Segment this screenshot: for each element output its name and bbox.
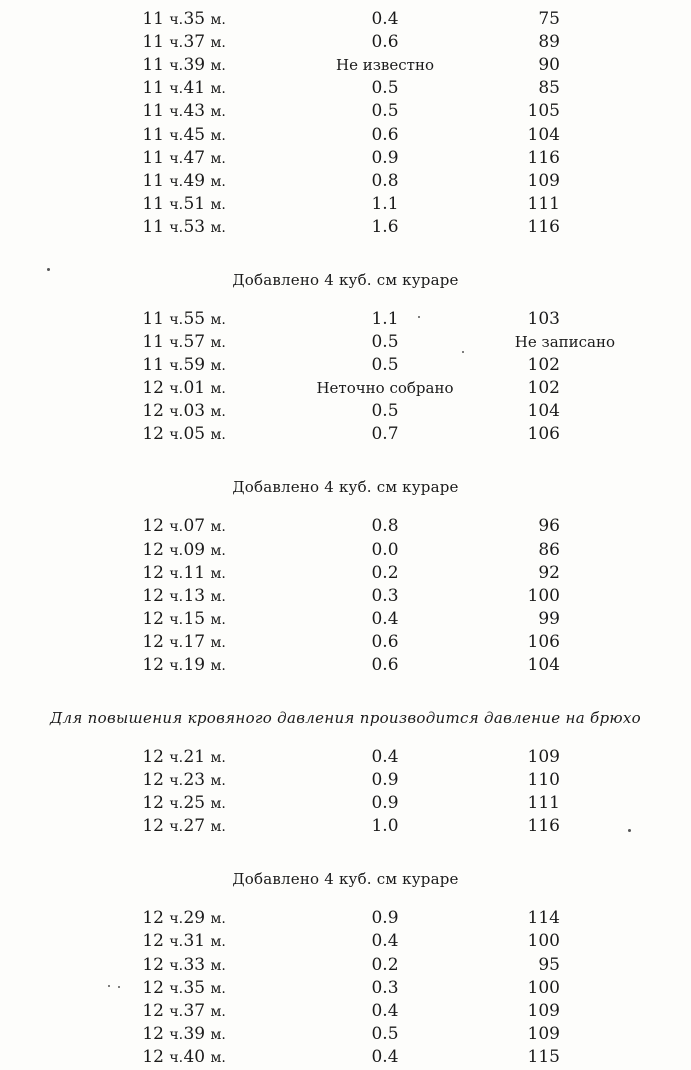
table-row [0,193,691,216]
table-row [0,515,691,538]
volume-cell: 1.1 [371,194,399,214]
hour-value: 12 [142,1047,164,1067]
pressure-cell: 114 [527,908,560,928]
minute-value: 37 [183,32,206,52]
table-row [0,815,691,838]
hour-unit: ч. [169,81,184,97]
pressure-cell: 106 [527,632,560,652]
time-cell [142,631,226,655]
minute-unit: м. [210,335,226,351]
table-row [0,746,691,769]
table-row [0,31,691,54]
time-cell [142,423,226,447]
pressure-cell: 110 [527,770,560,790]
minute-unit: м. [210,128,226,144]
time-cell [142,1000,226,1024]
minute-value: 25 [183,793,206,813]
minute-value: 19 [183,655,206,675]
minute-value: 37 [183,1001,206,1021]
table-row [0,331,691,354]
minute-unit: м. [210,1027,226,1043]
hour-value: 11 [142,217,164,237]
section-heading: Для повышения кровяного давления производится давление на брюхо [50,709,641,727]
hour-unit: ч. [169,773,184,789]
time-cell [142,608,226,632]
minute-unit: м. [210,1004,226,1020]
hour-unit: ч. [169,566,184,582]
volume-cell: 0.6 [371,632,399,652]
hour-unit: ч. [169,1004,184,1020]
time-cell [142,31,226,55]
table-row [0,216,691,239]
minute-value: 01 [183,378,206,398]
minute-value: 47 [183,148,206,168]
hour-value: 12 [142,1024,164,1044]
volume-cell: 0.4 [371,747,399,767]
volume-cell: 1.0 [371,816,399,836]
pressure-cell: 75 [538,9,560,29]
scan-speck [628,829,631,832]
minute-unit: м. [210,750,226,766]
time-cell [142,124,226,148]
time-cell [142,539,226,563]
minute-unit: м. [210,773,226,789]
table-row [0,124,691,147]
time-cell [142,216,226,240]
hour-unit: ч. [169,104,184,120]
hour-value: 12 [142,793,164,813]
scan-speck [418,316,420,318]
time-cell [142,562,226,586]
scan-speck [118,986,120,988]
minute-unit: м. [210,381,226,397]
minute-unit: м. [210,519,226,535]
hour-value: 11 [142,9,164,29]
minute-unit: м. [210,796,226,812]
hour-unit: ч. [169,358,184,374]
scan-speck [462,351,464,353]
volume-cell: 0.4 [371,1047,399,1067]
hour-value: 12 [142,931,164,951]
minute-unit: м. [210,58,226,74]
minute-value: 21 [183,747,206,767]
time-cell [142,815,226,839]
volume-cell: 0.9 [371,770,399,790]
volume-cell: 0.4 [371,9,399,29]
hour-value: 11 [142,55,164,75]
pressure-cell: 92 [538,563,560,583]
table-row [0,147,691,170]
minute-unit: м. [210,658,226,674]
table-row [0,907,691,930]
table-row [0,377,691,400]
pressure-cell: 100 [527,978,560,998]
hour-unit: ч. [169,335,184,351]
hour-value: 12 [142,655,164,675]
time-cell [142,147,226,171]
minute-value: 03 [183,401,206,421]
hour-unit: ч. [169,197,184,213]
hour-unit: ч. [169,312,184,328]
pressure-cell: Не записано [514,333,615,351]
time-cell [142,193,226,217]
minute-unit: м. [210,958,226,974]
volume-cell: 0.5 [371,401,399,421]
volume-cell: 0.6 [371,125,399,145]
hour-unit: ч. [169,658,184,674]
time-cell [142,331,226,355]
minute-value: 57 [183,332,206,352]
hour-unit: ч. [169,911,184,927]
pressure-cell: 86 [538,540,560,560]
minute-value: 31 [183,931,206,951]
minute-value: 49 [183,171,206,191]
pressure-cell: 90 [538,55,560,75]
minute-unit: м. [210,12,226,28]
volume-cell: 0.9 [371,148,399,168]
hour-unit: ч. [169,750,184,766]
table-row [0,654,691,677]
pressure-cell: 104 [527,401,560,421]
hour-value: 11 [142,355,164,375]
time-cell [142,654,226,678]
minute-value: 09 [183,540,206,560]
scan-speck [108,985,110,987]
minute-unit: м. [210,911,226,927]
hour-value: 12 [142,770,164,790]
minute-unit: м. [210,566,226,582]
minute-value: 05 [183,424,206,444]
time-cell [142,746,226,770]
time-cell [142,8,226,32]
volume-cell: 1.6 [371,217,399,237]
minute-value: 40 [183,1047,206,1067]
pressure-cell: 104 [527,655,560,675]
hour-value: 12 [142,401,164,421]
hour-value: 12 [142,955,164,975]
minute-value: 53 [183,217,206,237]
volume-cell: 0.6 [371,655,399,675]
time-cell [142,977,226,1001]
volume-cell: 0.0 [371,540,399,560]
table-row [0,354,691,377]
volume-cell: 0.5 [371,1024,399,1044]
hour-unit: ч. [169,58,184,74]
minute-value: 29 [183,908,206,928]
minute-unit: м. [210,104,226,120]
pressure-cell: 109 [527,1001,560,1021]
minute-unit: м. [210,174,226,190]
minute-value: 43 [183,101,206,121]
table-row [0,1046,691,1069]
minute-value: 11 [183,563,206,583]
pressure-cell: 116 [527,217,560,237]
section-heading: Добавлено 4 куб. см кураре [232,478,459,497]
pressure-cell: 103 [527,309,560,329]
hour-unit: ч. [169,220,184,236]
table-row [0,423,691,446]
pressure-cell: 104 [527,125,560,145]
hour-unit: ч. [169,12,184,28]
time-cell [142,100,226,124]
table-row [0,170,691,193]
hour-value: 12 [142,978,164,998]
pressure-cell: 100 [527,586,560,606]
time-cell [142,1046,226,1070]
minute-unit: м. [210,404,226,420]
table-row [0,100,691,123]
minute-value: 27 [183,816,206,836]
hour-unit: ч. [169,35,184,51]
volume-cell: 1.1 [371,309,399,329]
table-row [0,8,691,31]
minute-unit: м. [210,151,226,167]
hour-unit: ч. [169,819,184,835]
pressure-cell: 85 [538,78,560,98]
hour-unit: ч. [169,427,184,443]
minute-unit: м. [210,543,226,559]
volume-cell: 0.2 [371,563,399,583]
minute-unit: м. [210,612,226,628]
table-row [0,954,691,977]
hour-unit: ч. [169,612,184,628]
minute-unit: м. [210,589,226,605]
volume-cell: 0.9 [371,793,399,813]
table-row [0,308,691,331]
minute-value: 41 [183,78,206,98]
hour-value: 11 [142,101,164,121]
hour-unit: ч. [169,635,184,651]
table-row [0,1000,691,1023]
volume-cell: Неточно собрано [316,379,454,397]
minute-value: 33 [183,955,206,975]
table-row [0,54,691,77]
hour-unit: ч. [169,981,184,997]
table-row [0,792,691,815]
hour-unit: ч. [169,174,184,190]
minute-value: 07 [183,516,206,536]
minute-unit: м. [210,819,226,835]
volume-cell: 0.7 [371,424,399,444]
volume-cell: 0.4 [371,931,399,951]
minute-value: 35 [183,9,206,29]
hour-value: 12 [142,632,164,652]
hour-value: 11 [142,309,164,329]
table-row [0,769,691,792]
time-cell [142,585,226,609]
time-cell [142,907,226,931]
time-cell [142,54,226,78]
minute-value: 45 [183,125,206,145]
time-cell [142,954,226,978]
pressure-cell: 95 [538,955,560,975]
hour-value: 12 [142,609,164,629]
scan-speck [47,268,50,271]
hour-value: 12 [142,908,164,928]
minute-unit: м. [210,197,226,213]
hour-value: 12 [142,516,164,536]
table-row [0,539,691,562]
pressure-cell: 111 [527,793,560,813]
hour-unit: ч. [169,934,184,950]
minute-unit: м. [210,934,226,950]
pressure-cell: 115 [527,1047,560,1067]
time-cell [142,792,226,816]
pressure-cell: 99 [538,609,560,629]
hour-unit: ч. [169,589,184,605]
volume-cell: 0.5 [371,332,399,352]
minute-unit: м. [210,1050,226,1066]
pressure-cell: 109 [527,171,560,191]
pressure-cell: 106 [527,424,560,444]
hour-value: 12 [142,540,164,560]
volume-cell: 0.3 [371,978,399,998]
pressure-cell: 100 [527,931,560,951]
hour-value: 11 [142,171,164,191]
table-row [0,77,691,100]
pressure-cell: 102 [527,355,560,375]
minute-value: 55 [183,309,206,329]
table-row [0,562,691,585]
hour-value: 12 [142,586,164,606]
table-row [0,400,691,423]
hour-unit: ч. [169,404,184,420]
hour-value: 12 [142,378,164,398]
minute-value: 39 [183,55,206,75]
time-cell [142,400,226,424]
time-cell [142,515,226,539]
pressure-cell: 96 [538,516,560,536]
table-row [0,930,691,953]
minute-unit: м. [210,312,226,328]
hour-value: 11 [142,148,164,168]
time-cell [142,1023,226,1047]
hour-unit: ч. [169,1050,184,1066]
volume-cell: 0.2 [371,955,399,975]
pressure-cell: 102 [527,378,560,398]
minute-value: 13 [183,586,206,606]
table-row [0,1023,691,1046]
volume-cell: 0.6 [371,32,399,52]
volume-cell: 0.8 [371,171,399,191]
volume-cell: 0.8 [371,516,399,536]
hour-unit: ч. [169,128,184,144]
volume-cell: 0.4 [371,1001,399,1021]
section-heading: Добавлено 4 куб. см кураре [232,270,459,289]
hour-unit: ч. [169,519,184,535]
pressure-cell: 116 [527,148,560,168]
section-heading: Добавлено 4 куб. см кураре [232,870,459,889]
volume-cell: 0.3 [371,586,399,606]
minute-unit: м. [210,635,226,651]
minute-unit: м. [210,81,226,97]
time-cell [142,377,226,401]
volume-cell: 0.9 [371,908,399,928]
hour-value: 12 [142,563,164,583]
hour-unit: ч. [169,151,184,167]
time-cell [142,170,226,194]
table-row [0,608,691,631]
volume-cell: Не известно [336,56,434,74]
hour-unit: ч. [169,958,184,974]
hour-value: 11 [142,32,164,52]
minute-value: 17 [183,632,206,652]
pressure-cell: 109 [527,747,560,767]
volume-cell: 0.5 [371,78,399,98]
volume-cell: 0.5 [371,355,399,375]
minute-value: 15 [183,609,206,629]
pressure-cell: 116 [527,816,560,836]
hour-value: 12 [142,424,164,444]
table-row [0,977,691,1000]
hour-unit: ч. [169,543,184,559]
time-cell [142,930,226,954]
hour-unit: ч. [169,1027,184,1043]
time-cell [142,308,226,332]
minute-unit: м. [210,358,226,374]
pressure-cell: 111 [527,194,560,214]
volume-cell: 0.4 [371,609,399,629]
minute-unit: м. [210,35,226,51]
hour-unit: ч. [169,796,184,812]
pressure-cell: 89 [538,32,560,52]
hour-unit: ч. [169,381,184,397]
minute-value: 23 [183,770,206,790]
table-row [0,585,691,608]
time-cell [142,77,226,101]
minute-unit: м. [210,427,226,443]
hour-value: 12 [142,816,164,836]
hour-value: 11 [142,194,164,214]
minute-value: 35 [183,978,206,998]
time-cell [142,354,226,378]
hour-value: 12 [142,747,164,767]
minute-value: 39 [183,1024,206,1044]
pressure-cell: 105 [527,101,560,121]
pressure-cell: 109 [527,1024,560,1044]
hour-value: 12 [142,1001,164,1021]
time-cell [142,769,226,793]
volume-cell: 0.5 [371,101,399,121]
minute-unit: м. [210,981,226,997]
minute-unit: м. [210,220,226,236]
hour-value: 11 [142,78,164,98]
table-row [0,631,691,654]
hour-value: 11 [142,332,164,352]
minute-value: 59 [183,355,206,375]
minute-value: 51 [183,194,206,214]
hour-value: 11 [142,125,164,145]
